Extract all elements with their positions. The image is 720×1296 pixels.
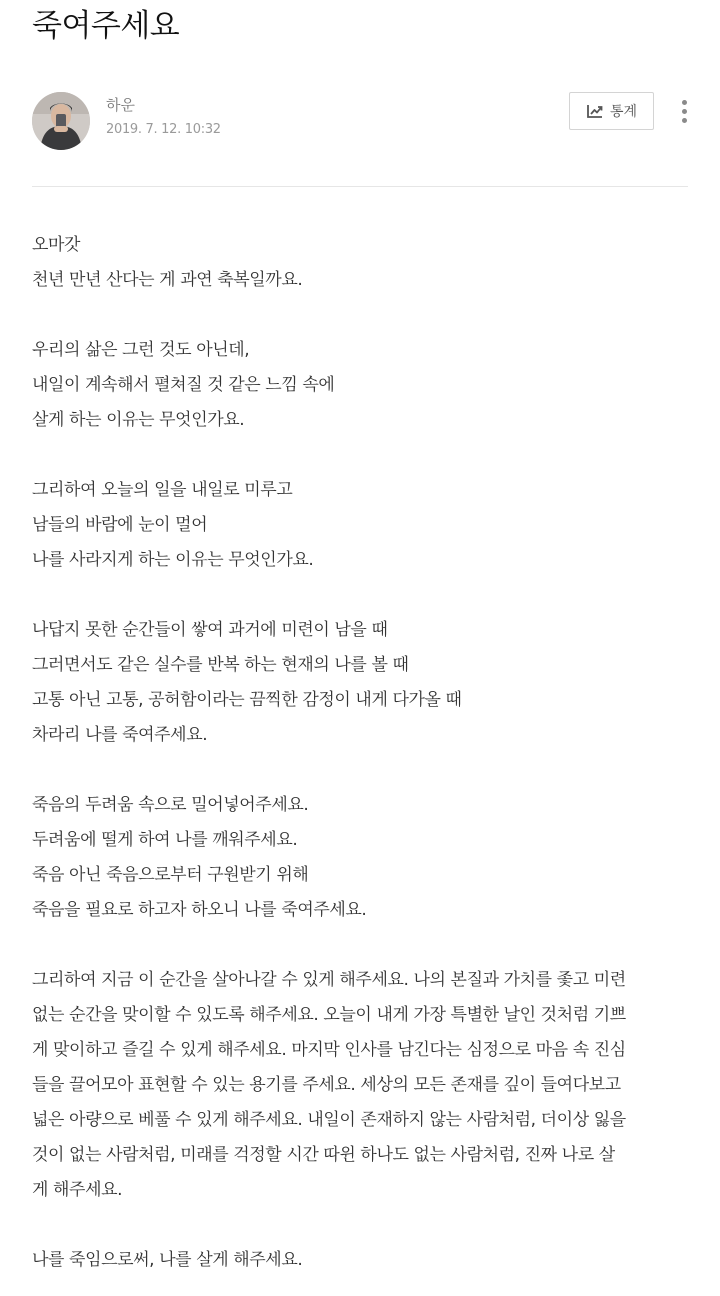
trend-chart-icon [586, 103, 604, 119]
text-line: 살게 하는 이유는 무엇인가요. [32, 410, 245, 430]
text-line: 것이 없는 사람처럼, 미래를 걱정할 시간 따윈 하나도 없는 사람처럼, 진짜 나로 살 [32, 1145, 615, 1165]
text-line: 고통 아닌 고통, 공허함이라는 끔찍한 감정이 내게 다가올 때 [32, 690, 462, 710]
paragraph [32, 788, 694, 928]
text-line: 오마갓 [32, 235, 81, 255]
post-date: 2019. 7. 12. 10:32 [106, 122, 221, 137]
author-name[interactable]: 하운 [106, 96, 135, 114]
text-line: 죽음의 두려움 속으로 밀어넣어주세요. [32, 795, 309, 815]
paragraph [32, 473, 694, 578]
text-line: 그리하여 지금 이 순간을 살아나갈 수 있게 해주세요. 나의 본질과 가치를 좇고 미련 [32, 970, 626, 990]
author-info [32, 92, 688, 152]
text-line: 들을 끌어모아 표현할 수 있는 용기를 주세요. 세상의 모든 존재를 깊이 들여다보고 [32, 1075, 621, 1095]
text-line: 없는 순간을 맞이할 수 있도록 해주세요. 오늘이 내게 가장 특별한 날인 것처럼 기쁘 [32, 1005, 626, 1025]
header-divider [32, 186, 688, 187]
text-line: 그러면서도 같은 실수를 반복 하는 현재의 나를 볼 때 [32, 655, 409, 675]
text-line: 나답지 못한 순간들이 쌓여 과거에 미련이 남을 때 [32, 620, 388, 640]
more-vertical-icon[interactable] [672, 92, 696, 130]
post-body [32, 228, 694, 1296]
paragraph [32, 1243, 694, 1278]
text-line: 죽음을 필요로 하고자 하오니 나를 죽여주세요. [32, 900, 367, 920]
text-line: 죽음 아닌 죽음으로부터 구원받기 위해 [32, 865, 309, 885]
post-title: 죽여주세요 [32, 8, 180, 44]
paragraph [32, 333, 694, 438]
text-line: 남들의 바람에 눈이 멀어 [32, 515, 208, 535]
stats-button[interactable] [569, 92, 654, 130]
text-line: 우리의 삶은 그런 것도 아닌데, [32, 340, 250, 360]
paragraph [32, 613, 694, 753]
avatar[interactable] [32, 92, 90, 150]
text-line: 나를 사라지게 하는 이유는 무엇인가요. [32, 550, 314, 570]
text-line: 내일이 계속해서 펼쳐질 것 같은 느낌 속에 [32, 375, 335, 395]
paragraph [32, 963, 694, 1208]
text-line: 두려움에 떨게 하여 나를 깨워주세요. [32, 830, 298, 850]
text-line: 그리하여 오늘의 일을 내일로 미루고 [32, 480, 293, 500]
text-line: 게 맞이하고 즐길 수 있게 해주세요. 마지막 인사를 남긴다는 심정으로 마음 속 진심 [32, 1040, 626, 1060]
text-line: 나를 죽임으로써, 나를 살게 해주세요. [32, 1250, 303, 1270]
stats-button-label: 통계 [609, 104, 638, 120]
text-line: 게 해주세요. [32, 1180, 123, 1200]
text-line: 천년 만년 산다는 게 과연 축복일까요. [32, 270, 303, 290]
avatar-photo [32, 92, 90, 150]
paragraph [32, 228, 694, 298]
text-line: 넓은 아량으로 베풀 수 있게 해주세요. 내일이 존재하지 않는 사람처럼, 더이상 잃을 [32, 1110, 626, 1130]
text-line: 차라리 나를 죽여주세요. [32, 725, 208, 745]
